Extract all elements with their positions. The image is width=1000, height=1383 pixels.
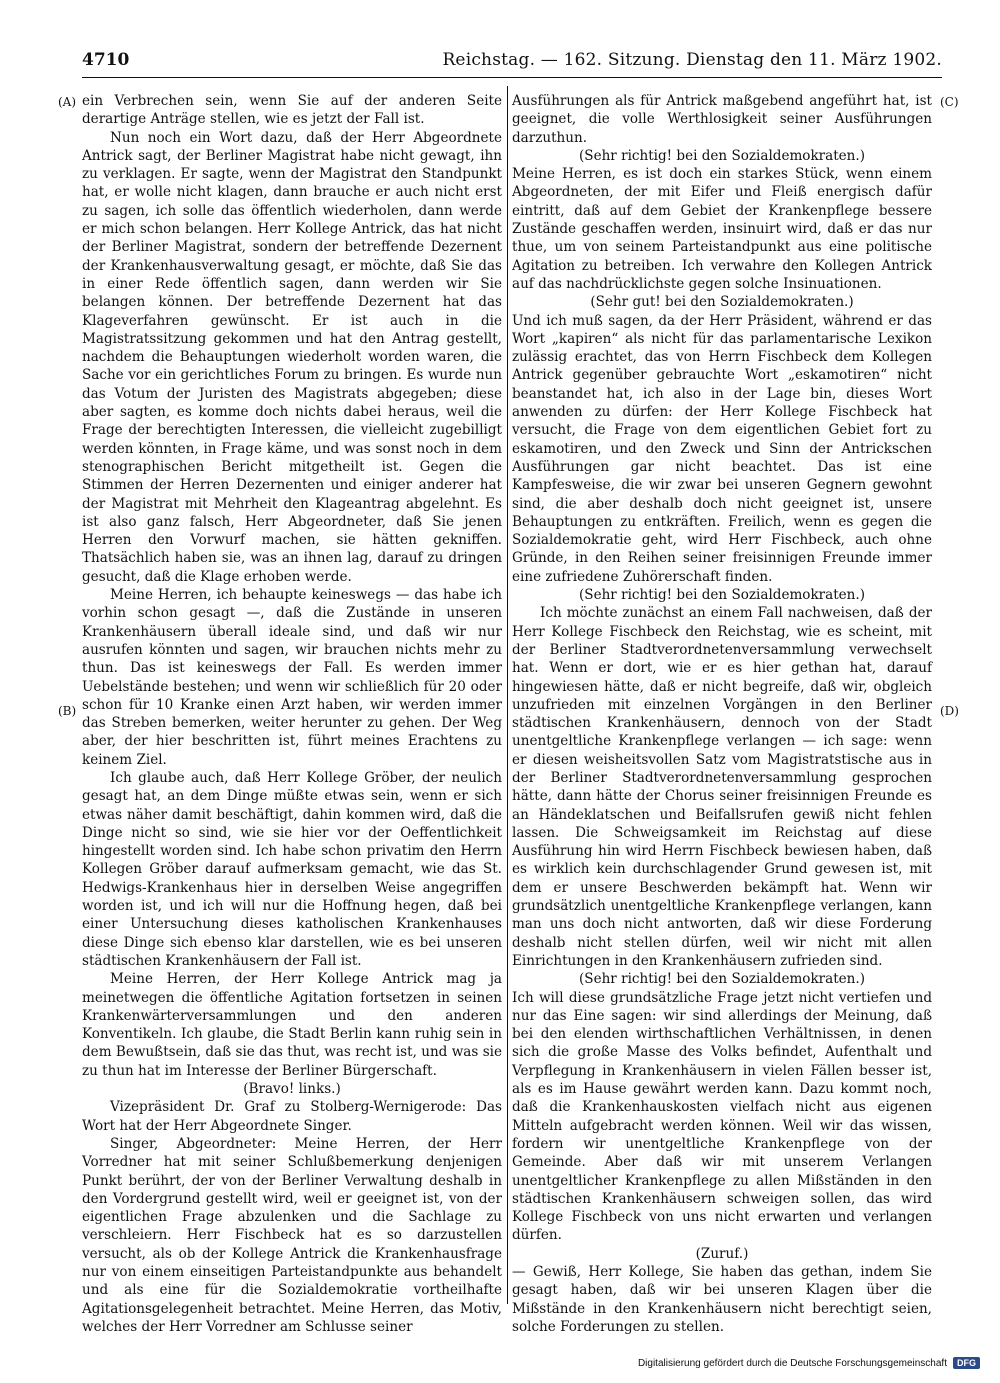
paragraph: Meine Herren, der Herr Kollege Antrick mag ja meinetwegen die öffentliche Agitation fortsetzen in seinen Krankenwärterversammlungen und den anderen Konventikeln. Ich glaube, die Stadt Berlin kann ruhig sein in dem Bewußtsein, daß sie das thut, was recht ist, und was sie zu thun hat im Interesse der Berliner Bürgerschaft. — [82, 971, 502, 1079]
footer-credit: Digitalisierung gefördert durch die Deutsche Forschungsgemeinschaft — [637, 1357, 947, 1369]
paragraph: Meine Herren, es ist doch ein starkes Stück, wenn einem Abgeordneten, der mit Eifer und Fleiß energisch dafür eintritt, daß auf dem Gebiet der Krankenpflege bessere Zustände geschaffen werden, insinuirt wird, daß er das nur thue, um von seinem Parteistandpunkt aus eine politische Agitation zu betreiben. Ich verwahre den Kollegen Antrick auf das nachdrücklichste gegen solche Insinuationen. — [512, 166, 932, 292]
dfg-logo-icon: DFG — [953, 1357, 980, 1369]
left-column — [82, 92, 502, 1336]
footer — [638, 1357, 980, 1369]
interjection: (Sehr gut! bei den Sozialdemokraten.) — [590, 294, 854, 311]
paragraph: Ausführungen als für Antrick maßgebend angeführt hat, ist geeignet, die volle Werthlosigkeit seiner Ausführungen darzuthun. — [512, 93, 932, 146]
header-rule — [82, 77, 942, 78]
margin-marker-b: (B) — [58, 704, 77, 718]
session-title: Reichstag. — 162. Sitzung. Dienstag den 11. März 1902. — [442, 50, 942, 70]
paragraph: Singer, Abgeordneter: Meine Herren, der Herr Vorredner hat mit seiner Schlußbemerkung denjenigen Punkt berührt, der von der Berliner Verwaltung deshalb in den Vordergrund gestellt wird, weil er geeignet ist, von der eigentlichen Frage abzulenken und die Sachlage zu verschleiern. Herr Fischbeck hat es so darzustellen versucht, als ob der Kollege Antrick die Krankenhausfrage nur von einem einseitigen Parteistandpunkte aus behandelt und als eine für die Sozialdemokratie vortheilhafte Agitationsgelegenheit betrachtet. Meine Herren, das Motiv, welches der Herr Vorredner am Schlusse seiner — [82, 1135, 502, 1335]
interjection: (Sehr richtig! bei den Sozialdemokraten.) — [579, 147, 865, 164]
paragraph: Und ich muß sagen, da der Herr Präsident, während er das Wort „kapiren“ als nicht für das parlamentarische Lexikon zulässig erachtet, das von Herrn Fischbeck dem Kollegen Antrick gegenüber gebrauchte Wort „eskamotiren“ nicht beanstandet hat, ich also in der Lage bin, dieses Wort anwenden zu dürfen: der Herr Kollege Fischbeck hat versucht, die Frage von dem eigentlichen Gebiet fort zu eskamotiren, und den Zweck und Sinn der Antrickschen Ausführungen gar nicht beachtet. Das ist eine Kampfesweise, die wir zwar bei unseren Gegnern gewohnt sind, die aber deshalb doch nicht geeignet ist, unsere Behauptungen zu entkräften. Freilich, wenn es gegen die Sozialdemokratie geht, wird Herr Fischbeck, auch ohne Gründe, in den Reihen seiner freisinnigen Freunde immer eine zufriedene Zuhörerschaft finden. — [512, 312, 932, 585]
paragraph: Ich möchte zunächst an einem Fall nachweisen, daß der Herr Kollege Fischbeck den Reichstag, wie es scheint, mit der Berliner Stadtverordnetenversammlung verwechselt hat. Wenn er dort, wie er es hier gethan hat, darauf hingewiesen hätte, daß er nicht begreife, daß wir, obgleich unzufrieden mit einzelnen Vorgängen in den Berliner städtischen Krankenhäusern, dennoch von der Stadt unentgeltliche Krankenpflege verlangen — ich sage: wenn er diesen weisheitsvollen Satz vom Magistratstische aus in der Berliner Stadtverordnetenversammlung gesprochen hätte, dann hätte der Chorus seiner freisinnigen Freunde es an Händeklatschen und Beifallsrufen gewiß nicht fehlen lassen. Die Schweigsamkeit im Reichstag auf diese Ausführung hin wird Herrn Fischbeck bewiesen haben, daß es wirklich kein durchschlagender Grund gewesen ist, mit dem er unsere Beschwerden bekämpft hat. Wenn wir grundsätzlich unentgeltliche Krankenpflege verlangen, kann man uns doch nicht antworten, daß wir diese Forderung deshalb nicht stellen dürfen, weil wir nicht mit allen Einrichtungen in den Krankenhäusern zufrieden sind. — [512, 605, 932, 969]
paragraph: Ich will diese grundsätzliche Frage jetzt nicht vertiefen und nur das Eine sagen: wir sind allerdings der Meinung, daß bei den elenden wirthschaftlichen Verhältnissen, in denen sich die große Masse des Volks befindet, Aufenthalt und Verpflegung in Krankenhäusern in vielen Fällen besser ist, als es im Hause gewährt werden kann. Dazu kommt noch, daß die Krankenhauskosten vielfach nicht aus eigenen Mitteln aufgebracht werden können. Weil wir das wissen, fordern wir unentgeltliche Krankenpflege von der Gemeinde. Aber daß wir mit unserem Verlangen unentgeltlicher Krankenpflege zu allen Mißständen in den städtischen Krankenhäusern schweigen sollen, das wird Kollege Fischbeck von uns nicht erwarten und verlangen dürfen. — [512, 989, 932, 1244]
page-number: 4710 — [82, 50, 130, 70]
paragraph: Meine Herren, ich behaupte keineswegs — das habe ich vorhin schon gesagt —, daß die Zustände in unseren Krankenhäusern überall ideale sind, und daß wir nur ausrufen könnten und sagen, wir brauchen nichts mehr zu thun. Das ist keineswegs der Fall. Es werden immer Uebelstände bestehen; und wenn wir schließlich für 20 oder schon für 10 Kranke einen Arzt haben, wir werden immer das Streben bemerken, weiter herunter zu gehen. Der Weg aber, der hier beschritten ist, führt meines Erachtens zu keinem Ziel. — [82, 587, 502, 768]
paragraph: Vizepräsident Dr. Graf zu Stolberg-Wernigerode: Das Wort hat der Herr Abgeordnete Singer. — [82, 1099, 502, 1134]
margin-marker-d: (D) — [940, 704, 959, 718]
page-header — [82, 50, 942, 72]
interjection: (Zuruf.) — [695, 1245, 749, 1262]
paragraph: Ich glaube auch, daß Herr Kollege Gröber, der neulich gesagt hat, an dem Dinge müßte etwas sein, wenn er sich etwas näher damit beschäftigt, dahin kommen wird, daß die Dinge nicht so sind, wie sie hier vor der Oeffentlichkeit hingestellt worden sind. Ich habe schon privatim den Herrn Kollegen Gröber darauf aufmerksam gemacht, wie das St. Hedwigs-Krankenhaus hier in derselben Weise angegriffen worden ist, und ich will nur die Hoffnung hegen, daß bei einer Untersuchung dieses katholischen Krankenhauses diese Dinge sich ebenso klar darstellen, wie es bei unseren städtischen Krankenhäusern der Fall ist. — [82, 769, 502, 969]
column-divider — [507, 86, 508, 1304]
interjection: (Sehr richtig! bei den Sozialdemokraten.) — [579, 587, 865, 604]
right-column — [512, 92, 932, 1336]
margin-marker-a: (A) — [58, 95, 77, 109]
interjection: (Sehr richtig! bei den Sozialdemokraten.) — [579, 971, 865, 988]
paragraph: ein Verbrechen sein, wenn Sie auf der anderen Seite derartige Anträge stellen, wie es jetzt der Fall ist. — [82, 93, 502, 128]
margin-marker-c: (C) — [940, 95, 959, 109]
paragraph: Nun noch ein Wort dazu, daß der Herr Abgeordnete Antrick sagt, der Berliner Magistrat habe nicht gewagt, ihn zu verklagen. Er sagte, wenn der Magistrat den Standpunkt hat, er wolle nicht klagen, dann brauche er auch nicht erst zu sagen, ich solle das öffentlich wiederholen, dann werde er mich schon belangen. Herr Kollege Antrick, das hat nicht der Berliner Magistrat, sondern der betreffende Dezernent der Krankenhausverwaltung gesagt, er möchte, daß Sie das in einer Rede öffentlich sagen, dann werden wir Sie belangen können. Der betreffende Dezernent hat das Klageverfahren gewünscht. Er ist auch in die Magistratssitzung gekommen und hat den Antrag gestellt, nachdem die Behauptungen wiederholt worden waren, die Sache vor ein gerichtliches Forum zu bringen. Es wurde nun das Votum der Juristen des Magistrats abgegeben; diese aber sagten, es komme doch nichts dabei heraus, weil die Frage der berechtigten Interessen, die vielleicht zugebilligt werden könnten, in Frage käme, und was sonst noch in dem stenographischen Bericht mitgetheilt ist. Gegen die Stimmen der Herren Dezernenten und einiger anderer hat der Magistrat mit Mehrheit den Klageantrag abgelehnt. Es ist also ganz falsch, Herr Abgeordneter, daß Sie jenen Herren den Vorwurf machen, sie hätten gekniffen. Thatsächlich haben sie, was an ihnen lag, darauf zu dringen gesucht, daß die Klage erhoben werde. — [82, 129, 502, 585]
interjection: (Bravo! links.) — [243, 1081, 341, 1098]
paragraph: — Gewiß, Herr Kollege, Sie haben das gethan, indem Sie gesagt haben, daß wir bei unseren Klagen über die Mißstände in den Krankenhäusern nicht berechtigt seien, solche Forderungen zu stellen. — [512, 1264, 932, 1335]
